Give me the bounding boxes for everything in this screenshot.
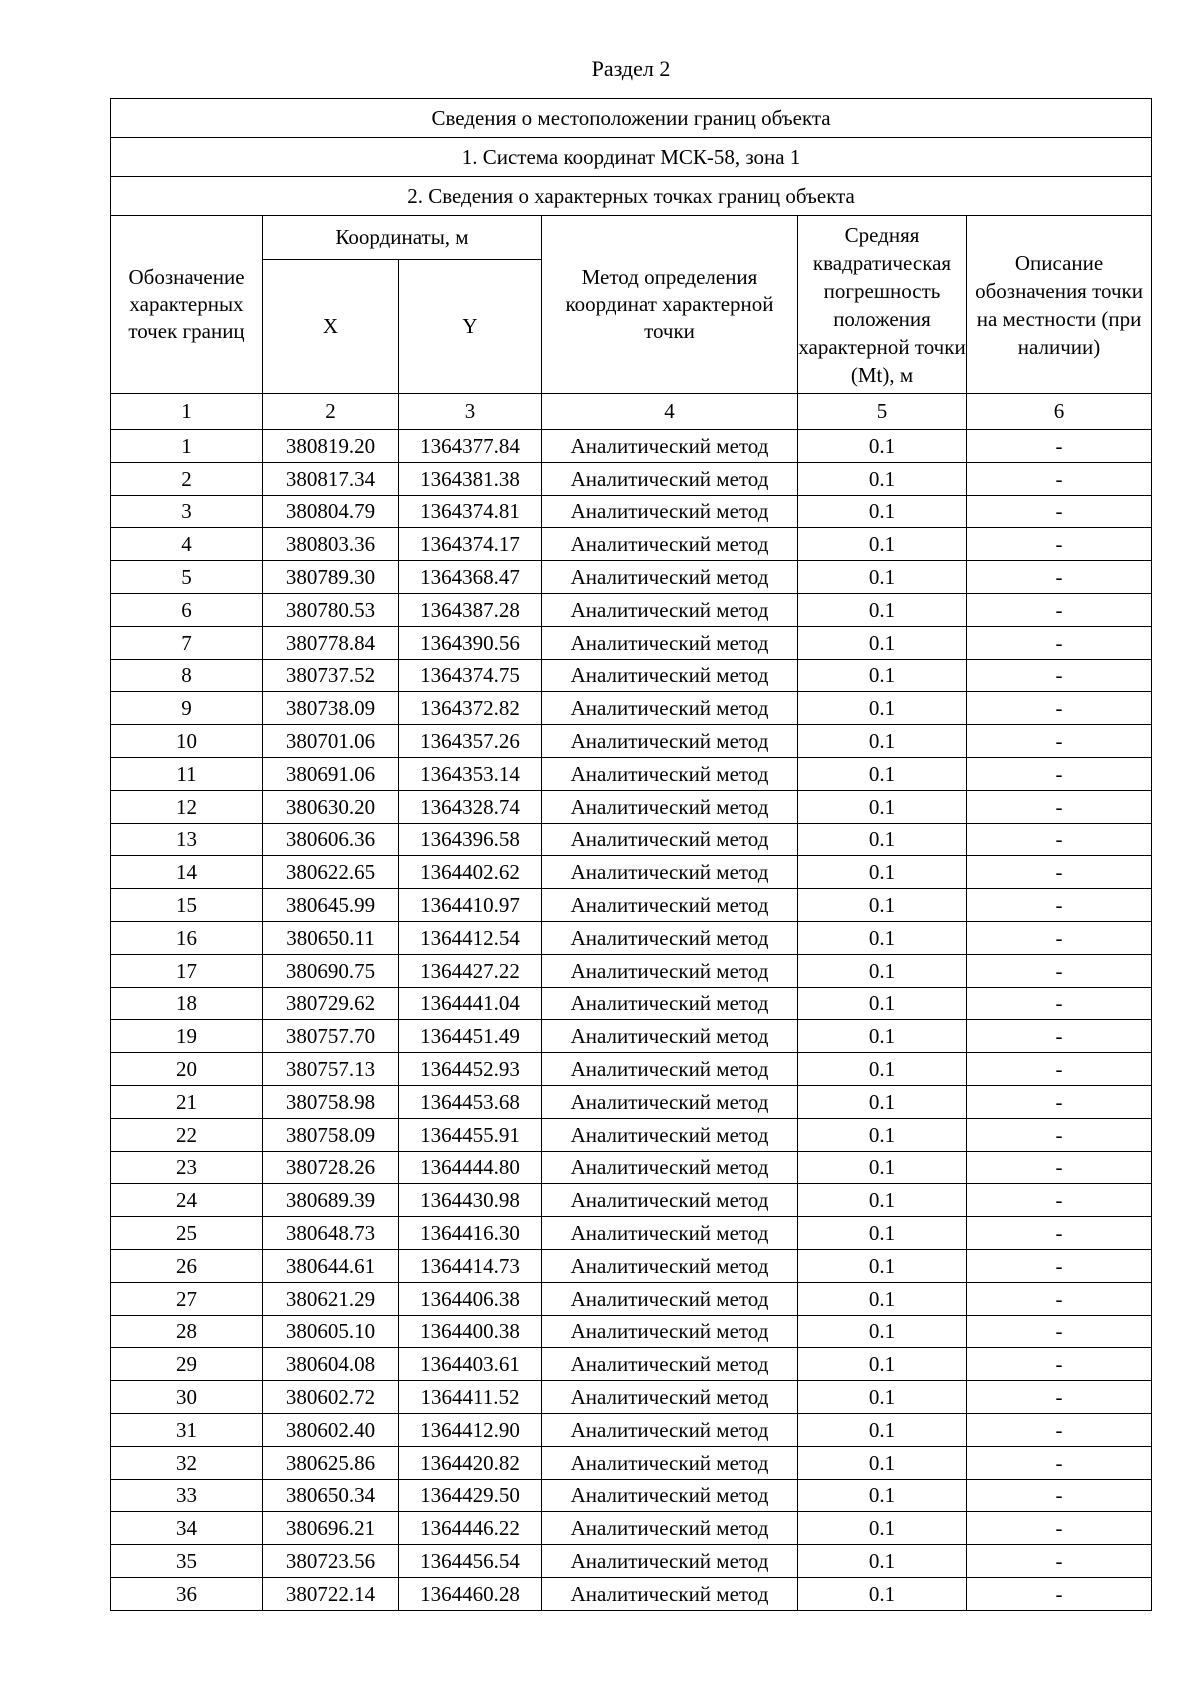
point-number: 7	[111, 626, 263, 659]
point-number: 22	[111, 1118, 263, 1151]
y-coordinate: 1364414.73	[399, 1249, 542, 1282]
method: Аналитический метод	[542, 1348, 798, 1381]
description: -	[967, 1512, 1152, 1545]
x-coordinate: 380757.13	[263, 1053, 399, 1086]
description: -	[967, 1085, 1152, 1118]
y-coordinate: 1364411.52	[399, 1381, 542, 1414]
table-row	[111, 823, 1152, 856]
method: Аналитический метод	[542, 1413, 798, 1446]
table-row	[111, 495, 1152, 528]
x-coordinate: 380780.53	[263, 593, 399, 626]
error-value: 0.1	[798, 561, 967, 594]
point-number: 32	[111, 1446, 263, 1479]
point-number: 14	[111, 856, 263, 889]
point-number: 10	[111, 725, 263, 758]
error-value: 0.1	[798, 1545, 967, 1578]
error-value: 0.1	[798, 1348, 967, 1381]
method: Аналитический метод	[542, 1053, 798, 1086]
method: Аналитический метод	[542, 462, 798, 495]
error-value: 0.1	[798, 659, 967, 692]
table-row	[111, 1020, 1152, 1053]
column-number: 5	[798, 394, 967, 430]
error-value: 0.1	[798, 1512, 967, 1545]
point-number: 26	[111, 1249, 263, 1282]
point-number: 30	[111, 1381, 263, 1414]
table-row	[111, 1184, 1152, 1217]
table-row	[111, 1512, 1152, 1545]
x-coordinate: 380621.29	[263, 1282, 399, 1315]
table-row	[111, 1413, 1152, 1446]
y-coordinate: 1364412.54	[399, 921, 542, 954]
y-coordinate: 1364357.26	[399, 725, 542, 758]
error-value: 0.1	[798, 823, 967, 856]
error-value: 0.1	[798, 1249, 967, 1282]
point-number: 25	[111, 1217, 263, 1250]
description: -	[967, 1413, 1152, 1446]
y-coordinate: 1364441.04	[399, 987, 542, 1020]
table-row	[111, 757, 1152, 790]
point-number: 3	[111, 495, 263, 528]
description: -	[967, 1249, 1152, 1282]
description: -	[967, 593, 1152, 626]
y-coordinate: 1364430.98	[399, 1184, 542, 1217]
table-row	[111, 987, 1152, 1020]
y-coordinate: 1364452.93	[399, 1053, 542, 1086]
x-coordinate: 380690.75	[263, 954, 399, 987]
table-row	[111, 1249, 1152, 1282]
description: -	[967, 430, 1152, 463]
y-coordinate: 1364396.58	[399, 823, 542, 856]
table-row	[111, 1217, 1152, 1250]
error-value: 0.1	[798, 889, 967, 922]
error-value: 0.1	[798, 1118, 967, 1151]
method: Аналитический метод	[542, 1020, 798, 1053]
description: -	[967, 561, 1152, 594]
description: -	[967, 1545, 1152, 1578]
table-row	[111, 1577, 1152, 1610]
y-coordinate: 1364455.91	[399, 1118, 542, 1151]
header-error: Средняя квадратическая погрешность положения характерной точки (Mt), м	[798, 216, 967, 394]
description: -	[967, 692, 1152, 725]
x-coordinate: 380644.61	[263, 1249, 399, 1282]
point-number: 6	[111, 593, 263, 626]
x-coordinate: 380648.73	[263, 1217, 399, 1250]
x-coordinate: 380778.84	[263, 626, 399, 659]
error-value: 0.1	[798, 1413, 967, 1446]
header-point-designation: Обозначение характерных точек границ	[111, 216, 263, 394]
description: -	[967, 659, 1152, 692]
method: Аналитический метод	[542, 987, 798, 1020]
description: -	[967, 528, 1152, 561]
description: -	[967, 1577, 1152, 1610]
point-number: 13	[111, 823, 263, 856]
x-coordinate: 380722.14	[263, 1577, 399, 1610]
error-value: 0.1	[798, 1151, 967, 1184]
table-row	[111, 528, 1152, 561]
x-coordinate: 380729.62	[263, 987, 399, 1020]
error-value: 0.1	[798, 1085, 967, 1118]
description: -	[967, 495, 1152, 528]
description: -	[967, 757, 1152, 790]
method: Аналитический метод	[542, 561, 798, 594]
point-number: 21	[111, 1085, 263, 1118]
x-coordinate: 380758.09	[263, 1118, 399, 1151]
method: Аналитический метод	[542, 1512, 798, 1545]
error-value: 0.1	[798, 692, 967, 725]
column-number: 6	[967, 394, 1152, 430]
method: Аналитический метод	[542, 1282, 798, 1315]
point-number: 12	[111, 790, 263, 823]
error-value: 0.1	[798, 856, 967, 889]
x-coordinate: 380819.20	[263, 430, 399, 463]
method: Аналитический метод	[542, 593, 798, 626]
point-number: 16	[111, 921, 263, 954]
method: Аналитический метод	[542, 1217, 798, 1250]
x-coordinate: 380622.65	[263, 856, 399, 889]
y-coordinate: 1364328.74	[399, 790, 542, 823]
point-number: 1	[111, 430, 263, 463]
error-value: 0.1	[798, 1381, 967, 1414]
table-row	[111, 790, 1152, 823]
error-value: 0.1	[798, 725, 967, 758]
point-number: 8	[111, 659, 263, 692]
x-coordinate: 380625.86	[263, 1446, 399, 1479]
point-number: 23	[111, 1151, 263, 1184]
x-coordinate: 380728.26	[263, 1151, 399, 1184]
method: Аналитический метод	[542, 1118, 798, 1151]
method: Аналитический метод	[542, 1577, 798, 1610]
error-value: 0.1	[798, 1053, 967, 1086]
description: -	[967, 889, 1152, 922]
band-characteristic-points: 2. Сведения о характерных точках границ объекта	[111, 177, 1152, 216]
table-row	[111, 430, 1152, 463]
table-row	[111, 692, 1152, 725]
y-coordinate: 1364406.38	[399, 1282, 542, 1315]
error-value: 0.1	[798, 1020, 967, 1053]
error-value: 0.1	[798, 528, 967, 561]
x-coordinate: 380701.06	[263, 725, 399, 758]
method: Аналитический метод	[542, 495, 798, 528]
x-coordinate: 380804.79	[263, 495, 399, 528]
method: Аналитический метод	[542, 659, 798, 692]
method: Аналитический метод	[542, 856, 798, 889]
y-coordinate: 1364412.90	[399, 1413, 542, 1446]
method: Аналитический метод	[542, 823, 798, 856]
point-number: 28	[111, 1315, 263, 1348]
y-coordinate: 1364451.49	[399, 1020, 542, 1053]
x-coordinate: 380650.11	[263, 921, 399, 954]
table-row	[111, 1053, 1152, 1086]
table-header-band	[111, 138, 1152, 177]
table-body	[111, 99, 1152, 1611]
x-coordinate: 380737.52	[263, 659, 399, 692]
description: -	[967, 1118, 1152, 1151]
error-value: 0.1	[798, 1184, 967, 1217]
band-location-info: Сведения о местоположении границ объекта	[111, 99, 1152, 138]
table-row	[111, 725, 1152, 758]
point-number: 4	[111, 528, 263, 561]
method: Аналитический метод	[542, 1446, 798, 1479]
point-number: 11	[111, 757, 263, 790]
error-value: 0.1	[798, 1315, 967, 1348]
y-coordinate: 1364372.82	[399, 692, 542, 725]
error-value: 0.1	[798, 626, 967, 659]
column-number: 4	[542, 394, 798, 430]
description: -	[967, 921, 1152, 954]
method: Аналитический метод	[542, 725, 798, 758]
header-coordinates: Координаты, м	[263, 216, 542, 260]
y-coordinate: 1364353.14	[399, 757, 542, 790]
table-row	[111, 659, 1152, 692]
x-coordinate: 380602.72	[263, 1381, 399, 1414]
point-number: 33	[111, 1479, 263, 1512]
x-coordinate: 380605.10	[263, 1315, 399, 1348]
x-coordinate: 380789.30	[263, 561, 399, 594]
error-value: 0.1	[798, 987, 967, 1020]
header-y: Y	[399, 260, 542, 394]
table-row	[111, 1282, 1152, 1315]
point-number: 17	[111, 954, 263, 987]
y-coordinate: 1364446.22	[399, 1512, 542, 1545]
y-coordinate: 1364374.17	[399, 528, 542, 561]
method: Аналитический метод	[542, 1545, 798, 1578]
error-value: 0.1	[798, 1446, 967, 1479]
x-coordinate: 380645.99	[263, 889, 399, 922]
x-coordinate: 380602.40	[263, 1413, 399, 1446]
table-row	[111, 954, 1152, 987]
point-number: 29	[111, 1348, 263, 1381]
error-value: 0.1	[798, 921, 967, 954]
table-row	[111, 856, 1152, 889]
error-value: 0.1	[798, 430, 967, 463]
method: Аналитический метод	[542, 430, 798, 463]
error-value: 0.1	[798, 757, 967, 790]
table-row	[111, 1118, 1152, 1151]
description: -	[967, 954, 1152, 987]
column-number: 1	[111, 394, 263, 430]
method: Аналитический метод	[542, 1085, 798, 1118]
description: -	[967, 626, 1152, 659]
method: Аналитический метод	[542, 954, 798, 987]
x-coordinate: 380758.98	[263, 1085, 399, 1118]
boundary-points-table	[110, 98, 1152, 1611]
description: -	[967, 462, 1152, 495]
point-number: 24	[111, 1184, 263, 1217]
table-row	[111, 1381, 1152, 1414]
y-coordinate: 1364410.97	[399, 889, 542, 922]
y-coordinate: 1364381.38	[399, 462, 542, 495]
band-coordinate-system: 1. Система координат МСК-58, зона 1	[111, 138, 1152, 177]
method: Аналитический метод	[542, 757, 798, 790]
y-coordinate: 1364402.62	[399, 856, 542, 889]
point-number: 2	[111, 462, 263, 495]
y-coordinate: 1364427.22	[399, 954, 542, 987]
y-coordinate: 1364456.54	[399, 1545, 542, 1578]
point-number: 19	[111, 1020, 263, 1053]
point-number: 9	[111, 692, 263, 725]
header-description: Описание обозначения точки на местности (при наличии)	[967, 216, 1152, 394]
point-number: 20	[111, 1053, 263, 1086]
method: Аналитический метод	[542, 1249, 798, 1282]
method: Аналитический метод	[542, 528, 798, 561]
table-row	[111, 462, 1152, 495]
column-header-row	[111, 216, 1152, 260]
x-coordinate: 380691.06	[263, 757, 399, 790]
point-number: 34	[111, 1512, 263, 1545]
point-number: 35	[111, 1545, 263, 1578]
method: Аналитический метод	[542, 889, 798, 922]
y-coordinate: 1364374.75	[399, 659, 542, 692]
table-row	[111, 626, 1152, 659]
table-row	[111, 889, 1152, 922]
description: -	[967, 1348, 1152, 1381]
y-coordinate: 1364453.68	[399, 1085, 542, 1118]
error-value: 0.1	[798, 593, 967, 626]
error-value: 0.1	[798, 462, 967, 495]
description: -	[967, 1446, 1152, 1479]
method: Аналитический метод	[542, 790, 798, 823]
y-coordinate: 1364374.81	[399, 495, 542, 528]
x-coordinate: 380606.36	[263, 823, 399, 856]
table-header-band	[111, 99, 1152, 138]
error-value: 0.1	[798, 954, 967, 987]
point-number: 31	[111, 1413, 263, 1446]
description: -	[967, 790, 1152, 823]
point-number: 27	[111, 1282, 263, 1315]
table-row	[111, 593, 1152, 626]
y-coordinate: 1364429.50	[399, 1479, 542, 1512]
description: -	[967, 1184, 1152, 1217]
description: -	[967, 823, 1152, 856]
x-coordinate: 380723.56	[263, 1545, 399, 1578]
table-row	[111, 1446, 1152, 1479]
method: Аналитический метод	[542, 626, 798, 659]
method: Аналитический метод	[542, 921, 798, 954]
table-row	[111, 1479, 1152, 1512]
error-value: 0.1	[798, 1479, 967, 1512]
error-value: 0.1	[798, 1217, 967, 1250]
y-coordinate: 1364420.82	[399, 1446, 542, 1479]
section-title: Раздел 2	[591, 56, 671, 81]
table-row	[111, 1315, 1152, 1348]
point-number: 5	[111, 561, 263, 594]
description: -	[967, 987, 1152, 1020]
y-coordinate: 1364416.30	[399, 1217, 542, 1250]
method: Аналитический метод	[542, 692, 798, 725]
error-value: 0.1	[798, 790, 967, 823]
description: -	[967, 1053, 1152, 1086]
method: Аналитический метод	[542, 1315, 798, 1348]
x-coordinate: 380757.70	[263, 1020, 399, 1053]
error-value: 0.1	[798, 495, 967, 528]
method: Аналитический метод	[542, 1381, 798, 1414]
y-coordinate: 1364403.61	[399, 1348, 542, 1381]
y-coordinate: 1364387.28	[399, 593, 542, 626]
description: -	[967, 856, 1152, 889]
point-number: 15	[111, 889, 263, 922]
y-coordinate: 1364368.47	[399, 561, 542, 594]
table-row	[111, 1348, 1152, 1381]
method: Аналитический метод	[542, 1479, 798, 1512]
y-coordinate: 1364460.28	[399, 1577, 542, 1610]
y-coordinate: 1364400.38	[399, 1315, 542, 1348]
x-coordinate: 380738.09	[263, 692, 399, 725]
description: -	[967, 1020, 1152, 1053]
header-x: X	[263, 260, 399, 394]
error-value: 0.1	[798, 1282, 967, 1315]
x-coordinate: 380650.34	[263, 1479, 399, 1512]
table-row	[111, 921, 1152, 954]
table-row	[111, 1085, 1152, 1118]
table-row	[111, 1151, 1152, 1184]
y-coordinate: 1364377.84	[399, 430, 542, 463]
description: -	[967, 1282, 1152, 1315]
column-number-row	[111, 394, 1152, 430]
point-number: 18	[111, 987, 263, 1020]
description: -	[967, 725, 1152, 758]
x-coordinate: 380604.08	[263, 1348, 399, 1381]
x-coordinate: 380630.20	[263, 790, 399, 823]
column-number: 3	[399, 394, 542, 430]
column-number: 2	[263, 394, 399, 430]
table-row	[111, 1545, 1152, 1578]
method: Аналитический метод	[542, 1151, 798, 1184]
description: -	[967, 1151, 1152, 1184]
description: -	[967, 1381, 1152, 1414]
error-value: 0.1	[798, 1577, 967, 1610]
point-number: 36	[111, 1577, 263, 1610]
x-coordinate: 380817.34	[263, 462, 399, 495]
table-row	[111, 561, 1152, 594]
y-coordinate: 1364444.80	[399, 1151, 542, 1184]
description: -	[967, 1315, 1152, 1348]
table-header-band	[111, 177, 1152, 216]
header-method: Метод определения координат характерной точки	[542, 216, 798, 394]
y-coordinate: 1364390.56	[399, 626, 542, 659]
method: Аналитический метод	[542, 1184, 798, 1217]
x-coordinate: 380803.36	[263, 528, 399, 561]
x-coordinate: 380696.21	[263, 1512, 399, 1545]
x-coordinate: 380689.39	[263, 1184, 399, 1217]
description: -	[967, 1217, 1152, 1250]
description: -	[967, 1479, 1152, 1512]
